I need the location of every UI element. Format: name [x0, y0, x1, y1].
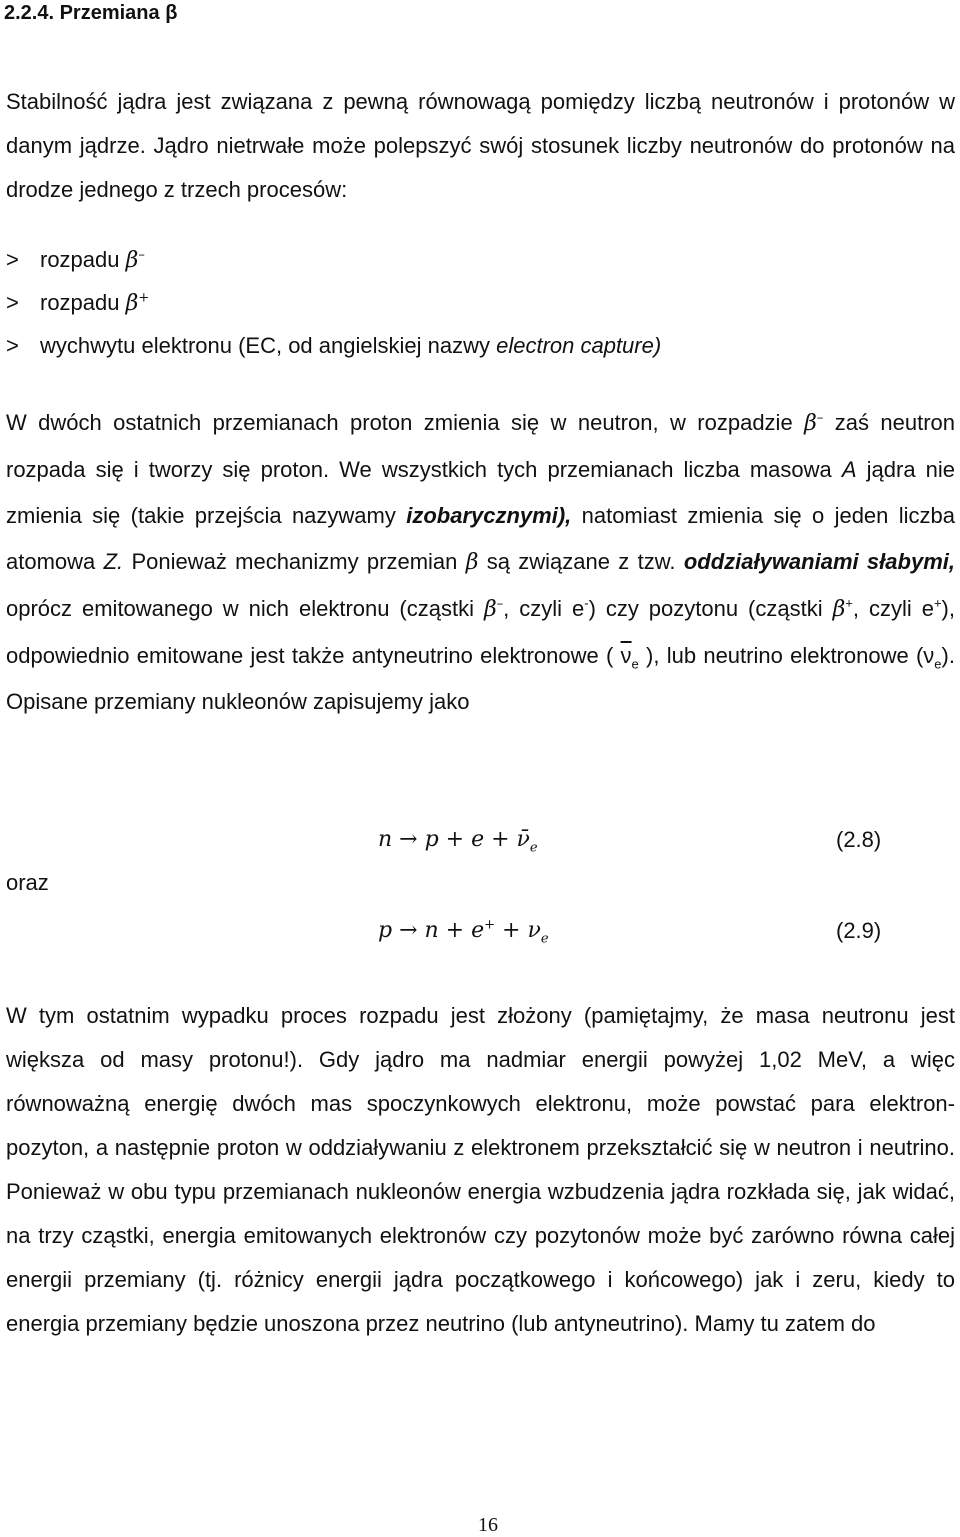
equation-beta-plus: $p \to n + e^+ + \nu_e$: [378, 917, 549, 947]
equation-number: (2.8): [836, 827, 882, 852]
intro-paragraph: Stabilność jądra jest związana z pewną równowagą pomiędzy liczbą neutronów i protonów w danym jądrze. Jądro nietrwałe może polepszyć swój stosunek liczby neutronów do protonów na drodze jednego z trzech procesów:: [6, 89, 955, 202]
bullet-marker: >: [6, 333, 19, 358]
bullet-marker: >: [6, 290, 19, 315]
beta-symbol: β: [125, 248, 139, 273]
list-item: > rozpadu β–: [6, 238, 661, 281]
list-item: > rozpadu β+: [6, 281, 661, 324]
beta-symbol: β: [125, 291, 139, 316]
page-number: 16: [478, 1514, 498, 1536]
bullet-marker: >: [6, 247, 19, 272]
beta-paragraph: W dwóch ostatnich przemianach proton zmienia się w neutron, w rozpadzie β– zaś neutron rozpada się i tworzy się proton. We wszystkich tych przemianach liczba masowa A jądra nie zmienia się (takie przejścia nazywamy izobarycznymi), natomiast zmienia się o jeden liczba atomowa Z. Ponieważ mechanizmy przemian β są związane z tzw. oddziaływaniami słabymi, oprócz emitowanego w nich elektronu (cząstki β–, czyli e-) czy pozytonu (cząstki β+, czyli e+), odpowiednio emitowane jest także antyneutrino elektronowe ( $\overline{\nu}_e$ ), lub neutrino elektronowe $(\nu_e)$. Opisane przemiany nukleonów zapisujemy jako: [6, 410, 956, 714]
equation-number: (2.9): [836, 918, 882, 943]
list-item: > wychwytu elektronu (EC, od angielskiej nazwy electron capture): [6, 324, 661, 367]
equation-beta-minus: $n \to p + e + \nū_e$: [378, 827, 538, 856]
section-heading: 2.2.4. Przemiana β: [4, 2, 178, 24]
conjunction-text: oraz: [6, 870, 49, 895]
closing-paragraph: W tym ostatnim wypadku proces rozpadu jest złożony (pamiętajmy, że masa neutronu jest większa od masy protonu!). Gdy jądro ma nadmiar energii powyżej 1,02 MeV, a więc równoważną energię dwóch mas spoczynkowych elektronu, może powstać para elektron-pozyton, a następnie proton w oddziaływaniu z elektronem przekształcić się w neutron i neutrino. Ponieważ w obu typu przemianach nukleonów energia wzbudzenia jądra rozkłada się, jak widać, na trzy cząstki, energia emitowanych elektronów czy pozytonów może być zarówno równa całej energii przemiany (tj. różnicy energii jądra początkowego i końcowego) jak i zeru, kiedy to energia przemiany będzie unoszona przez neutrino (lub antyneutrino). Mamy tu zatem do: [6, 1003, 955, 1336]
process-list: [6, 238, 661, 367]
